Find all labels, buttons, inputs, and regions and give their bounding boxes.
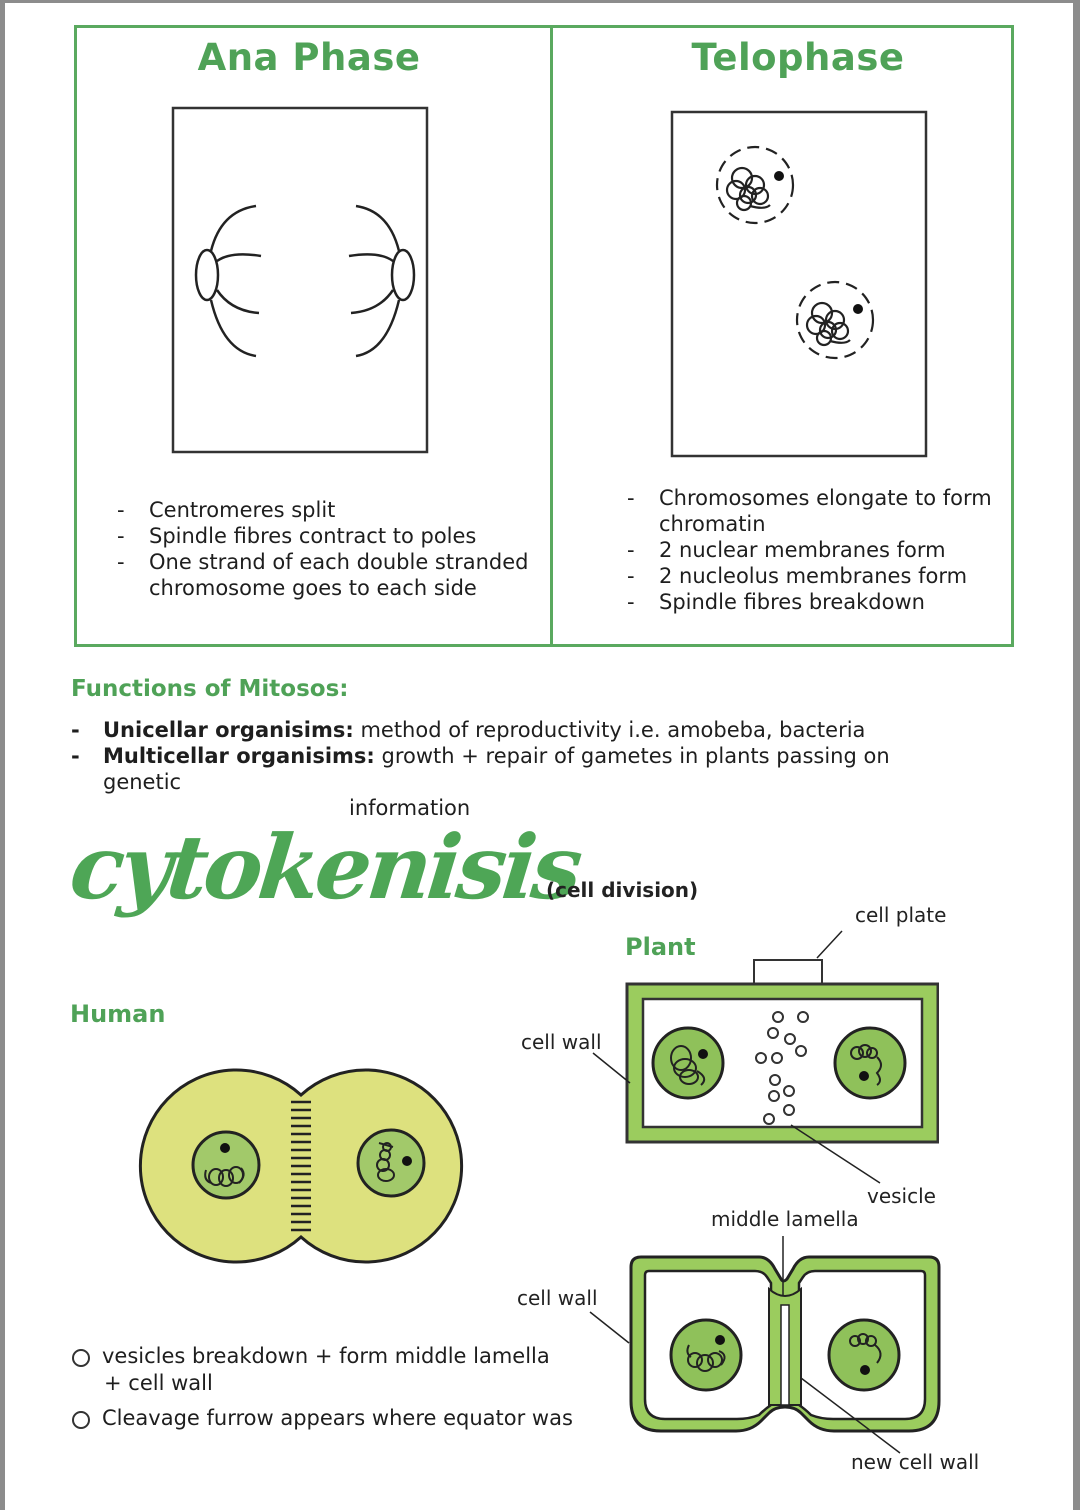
function-text: method of reproductivity i.e. amobeba, bacteria: [360, 718, 866, 742]
phase-divider: [550, 25, 553, 647]
cell-plate-label: cell plate: [855, 903, 947, 927]
plant-heading: Plant: [625, 933, 696, 961]
notes-page: [5, 3, 1073, 1510]
telophase-nuclei-diagram: [670, 110, 935, 462]
function-term: Multicellar organisims:: [103, 744, 375, 768]
cytokinesis-notes: [72, 1343, 573, 1440]
telophase-bullet: - 2 nucleolus membranes form: [627, 563, 1007, 589]
cell-wall-label-bottom: cell wall: [517, 1286, 598, 1310]
function-text-continued: information: [349, 796, 471, 820]
functions-list: [71, 717, 971, 821]
telophase-bullets: [627, 485, 1007, 615]
anaphase-bullets: [117, 497, 537, 601]
anaphase-spindle-diagram: [171, 106, 436, 458]
note-text: Cleavage furrow appears where equator was: [102, 1406, 573, 1430]
note-item: [72, 1343, 573, 1397]
anaphase-bullet: - Spindle fibres contract to poles: [117, 523, 537, 549]
functions-heading: Functions of Mitosos:: [71, 676, 349, 702]
function-text: growth + repair of gametes in plants passing on genetic: [103, 744, 890, 794]
cell-wall-label-top: cell wall: [521, 1030, 602, 1054]
vesicle-label: vesicle: [867, 1184, 936, 1208]
human-cell-division-diagram: [131, 1065, 471, 1265]
human-heading: Human: [70, 1000, 166, 1028]
anaphase-bullet: - Centromeres split: [117, 497, 537, 523]
cell-division-subtitle: (cell division): [546, 878, 699, 902]
telophase-title: Telophase: [691, 36, 905, 79]
telophase-bullet: - 2 nuclear membranes form: [627, 537, 1007, 563]
telophase-bullet: - Spindle fibres breakdown: [627, 589, 1007, 615]
function-item: [71, 743, 971, 821]
note-text: vesicles breakdown + form middle lamella: [102, 1344, 550, 1368]
new-cell-wall-label: new cell wall: [851, 1450, 980, 1474]
anaphase-title: Ana Phase: [197, 36, 421, 79]
telophase-bullet: - Chromosomes elongate to form chromatin: [627, 485, 1007, 537]
function-term: Unicellar organisims:: [103, 718, 354, 742]
function-item: [71, 717, 971, 743]
plant-label-leaders-bottom: [565, 1228, 905, 1458]
plant-label-leaders-top: [565, 903, 905, 1203]
middle-lamella-label: middle lamella: [711, 1207, 859, 1231]
cytokinesis-title: cytokenisis: [65, 815, 584, 919]
anaphase-bullet: - One strand of each double stranded chromosome goes to each side: [117, 549, 537, 601]
note-item: [72, 1405, 573, 1432]
note-subtext: + cell wall: [104, 1371, 213, 1395]
